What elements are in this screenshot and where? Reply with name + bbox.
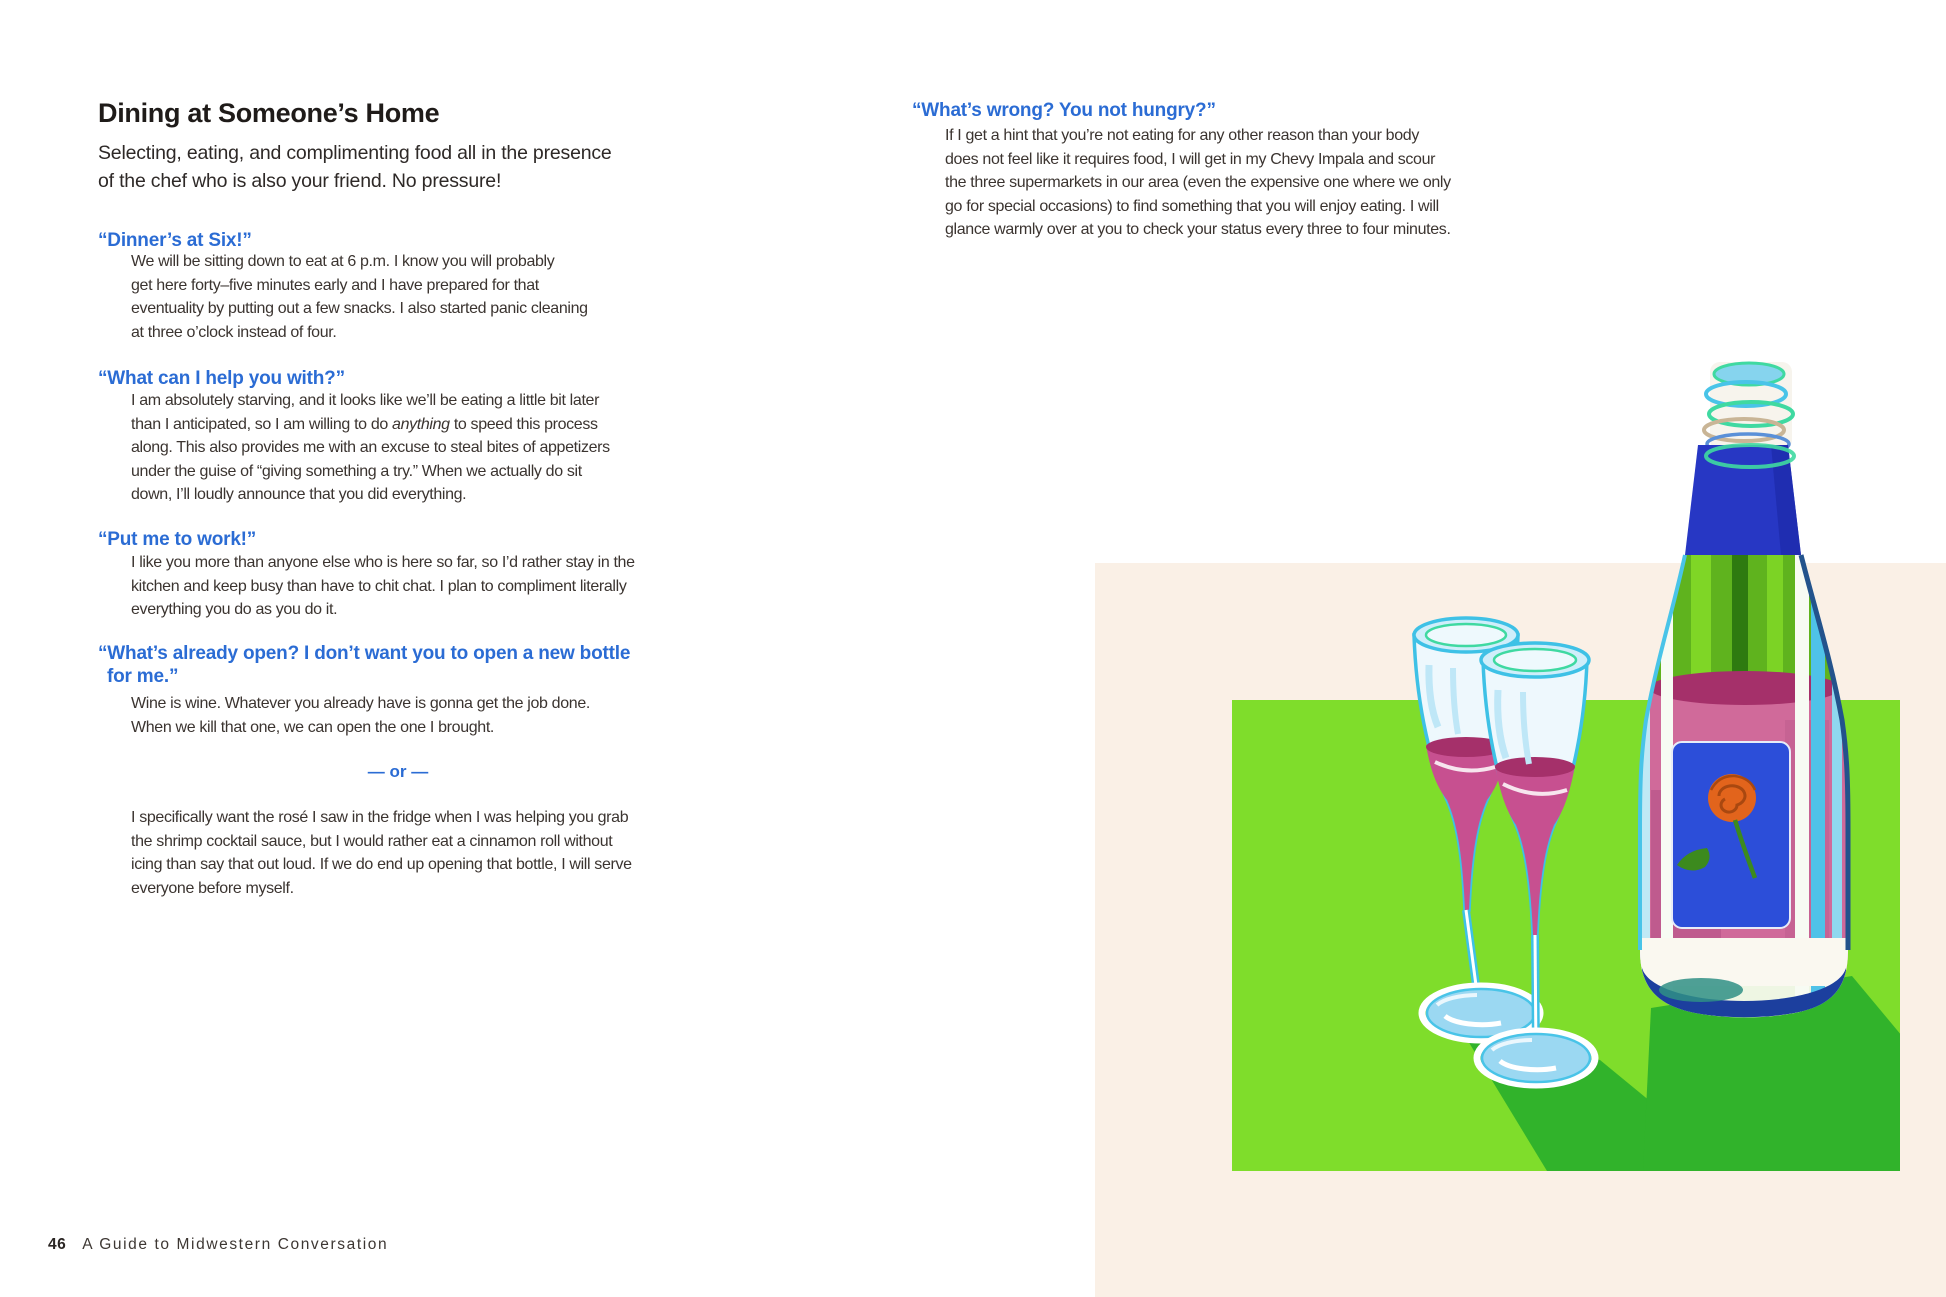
body-line: everyone before myself. bbox=[131, 879, 294, 897]
section-heading-what-can-i-help: “What can I help you with?” bbox=[98, 368, 345, 389]
heading-line: “What’s already open? I don’t want you to open a new bottle bbox=[98, 643, 631, 664]
body-line: glance warmly over at you to check your status every three to four minutes. bbox=[945, 221, 1451, 238]
body-line: icing than say that out loud. If we do end up opening that bottle, I will serve bbox=[131, 856, 632, 873]
page-title: Dining at Someone’s Home bbox=[98, 98, 440, 128]
section-heading-put-me-to-work: “Put me to work!” bbox=[98, 529, 257, 550]
body-line: I am absolutely starving, and it looks like we’ll be eating a little bit later bbox=[131, 392, 600, 409]
body-line: everything you do as you do it. bbox=[131, 601, 338, 618]
or-divider: — or — bbox=[367, 762, 429, 781]
bottle-label bbox=[1672, 742, 1790, 928]
body-line: under the guise of “giving something a try.” When we actually do sit bbox=[131, 462, 582, 480]
heading-line: for me.” bbox=[107, 666, 179, 687]
closing-paragraph bbox=[131, 806, 632, 900]
paragraph bbox=[131, 389, 610, 507]
body-line: at three o’clock instead of four. bbox=[131, 323, 337, 341]
body-line: along. This also provides me with an excuse to steal bites of appetizers bbox=[131, 439, 610, 456]
wine-illustration bbox=[1095, 360, 1946, 1297]
paragraph bbox=[945, 124, 1451, 242]
section-heading-dinners-at-six: “Dinner’s at Six!” bbox=[98, 230, 252, 251]
body-line: If I get a hint that you’re not eating for any other reason than your body bbox=[945, 127, 1419, 144]
body-line: the three supermarkets in our area (even the expensive one where we only bbox=[945, 174, 1451, 191]
section-heading-whats-already-open bbox=[98, 642, 630, 688]
body-line: the shrimp cocktail sauce, but I would rather eat a cinnamon roll without bbox=[131, 832, 613, 850]
wine-bottle bbox=[1635, 362, 1851, 1018]
body-line: When we kill that one, we can open the one I brought. bbox=[131, 718, 495, 736]
body-line: down, I’ll loudly announce that you did everything. bbox=[131, 486, 467, 503]
paragraph bbox=[131, 250, 588, 344]
body-line: eventuality by putting out a few snacks. I also started panic cleaning bbox=[131, 300, 588, 317]
page-number: 46 bbox=[48, 1236, 67, 1253]
paragraph bbox=[131, 551, 635, 622]
book-title: A Guide to Midwestern Conversation bbox=[82, 1236, 389, 1253]
subtitle-line: Selecting, eating, and complimenting food all in the presence bbox=[98, 142, 612, 164]
paragraph bbox=[131, 692, 590, 739]
body-line: than I anticipated, so I am willing to do anything to speed this process bbox=[131, 415, 598, 433]
body-line: We will be sitting down to eat at 6 p.m. I know you will probably bbox=[131, 253, 555, 270]
body-line: I specifically want the rosé I saw in the fridge when I was helping you grab bbox=[131, 809, 629, 826]
subtitle-line: of the chef who is also your friend. No pressure! bbox=[98, 170, 502, 192]
body-line: I like you more than anyone else who is here so far, so I’d rather stay in the bbox=[131, 554, 635, 571]
body-line: kitchen and keep busy than have to chit chat. I plan to compliment literally bbox=[131, 577, 627, 595]
page-subtitle bbox=[98, 139, 612, 195]
body-line: does not feel like it requires food, I will get in my Chevy Impala and scour bbox=[945, 150, 1436, 168]
page-footer bbox=[48, 1236, 388, 1254]
section-heading-whats-wrong: “What’s wrong? You not hungry?” bbox=[912, 100, 1216, 121]
body-line: go for special occasions) to find something that you will enjoy eating. I will bbox=[945, 197, 1439, 215]
italic-word: anything bbox=[392, 415, 450, 433]
body-line: Wine is wine. Whatever you already have is gonna get the job done. bbox=[131, 695, 590, 712]
body-line: get here forty–five minutes early and I have prepared for that bbox=[131, 276, 539, 294]
